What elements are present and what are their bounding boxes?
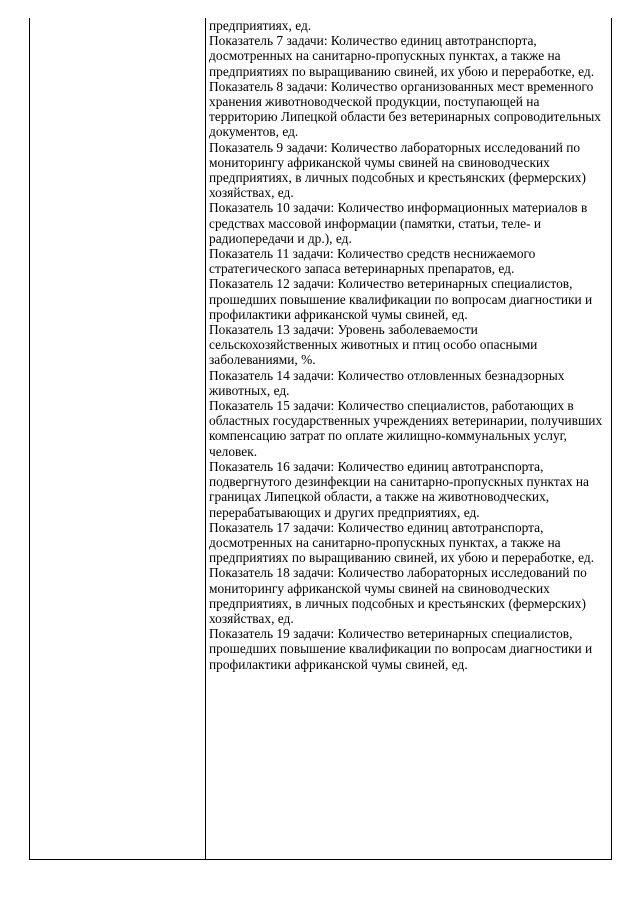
indicator-item: Показатель 10 задачи: Количество информационных материалов в средствах массовой информации (памятки, статьи, теле- и радиопередачи и др.), ед. xyxy=(209,200,588,246)
table-left-cell xyxy=(30,18,206,859)
indicator-item: Показатель 16 задачи: Количество единиц автотранспорта, подвергнутого дезинфекции на санитарно-пропускных пунктах на границах Липецкой области, а также на животноводческих, перерабатывающих и других предприятиях, ед. xyxy=(209,458,589,520)
table-right-cell xyxy=(206,18,611,859)
indicator-item: Показатель 11 задачи: Количество средств неснижаемого стратегического запаса ветеринарных препаратов, ед. xyxy=(209,246,536,277)
indicator-item: Показатель 18 задачи: Количество лабораторных исследований по мониторингу африканской чумы свиней на свиноводческих предприятиях, в личных подсобных и крестьянских (фермерских) хозяйствах, ед. xyxy=(209,565,587,626)
indicator-item: Показатель 15 задачи: Количество специалистов, работающих в областных государственных учреждениях ветеринарии, получивших компенсацию затрат по оплате жилищно-коммунальных услуг, человек. xyxy=(209,398,603,459)
indicator-item: Показатель 19 задачи: Количество ветеринарных специалистов, прошедших повышение квалификации по вопросам диагностики и профилактики африканской чумы свиней, ед. xyxy=(209,626,593,672)
indicator-item: Показатель 13 задачи: Уровень заболеваемости сельскохозяйственных животных и птиц особо опасными заболеваниями, %. xyxy=(209,322,538,368)
indicator-item: Показатель 7 задачи: Количество единиц автотранспорта, досмотренных на санитарно-пропускных пунктах, а также на предприятиях по выращиванию свиней, их убою и переработке, ед. xyxy=(209,33,595,79)
indicator-item: Показатель 9 задачи: Количество лабораторных исследований по мониторингу африканской чумы свиней на свиноводческих предприятиях, в личных подсобных и крестьянских (фермерских) хозяйствах, ед. xyxy=(209,139,586,201)
indicator-item: Показатель 14 задачи: Количество отловленных безнадзорных животных, ед. xyxy=(209,367,565,398)
indicator-item: Показатель 12 задачи: Количество ветеринарных специалистов, прошедших повышение квалификации по вопросам диагностики и профилактики африканской чумы свиней, ед. xyxy=(209,276,593,322)
indicator-item: Показатель 17 задачи: Количество единиц автотранспорта, досмотренных на санитарно-пропускных пунктах, а также на предприятиях по выращиванию свиней, их убою и переработке, ед. xyxy=(209,519,595,566)
indicator-item: Показатель 8 задачи: Количество организованных мест временного хранения животноводческой продукции, поступающей на территорию Липецкой области без ветеринарных сопроводительных документов, ед. xyxy=(209,78,601,140)
indicator-item: предприятиях, ед. xyxy=(209,18,312,33)
indicator-table xyxy=(29,18,612,860)
